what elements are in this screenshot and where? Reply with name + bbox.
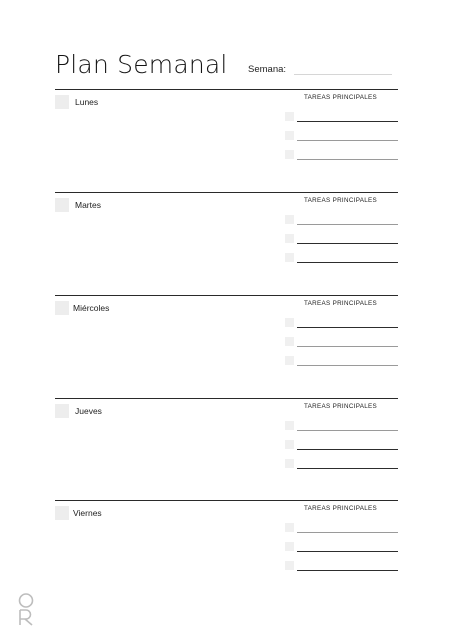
task-checkbox[interactable] (285, 523, 294, 532)
task-row[interactable] (285, 438, 398, 452)
task-checkbox[interactable] (285, 421, 294, 430)
day-name: Martes (75, 200, 101, 210)
task-checkbox[interactable] (285, 337, 294, 346)
task-checkbox[interactable] (285, 234, 294, 243)
task-row[interactable] (285, 110, 398, 124)
day-section-lunes (55, 89, 398, 193)
task-checkbox[interactable] (285, 112, 294, 121)
task-row[interactable] (285, 521, 398, 535)
day-name: Viernes (73, 508, 102, 518)
tasks-heading: TAREAS PRINCIPALES (304, 94, 378, 101)
day-checkbox[interactable] (55, 404, 69, 418)
task-row[interactable] (285, 354, 398, 368)
week-label: Semana: (248, 64, 287, 75)
task-line[interactable] (297, 365, 398, 366)
day-checkbox[interactable] (55, 198, 69, 212)
task-checkbox[interactable] (285, 253, 294, 262)
day-name: Jueves (75, 406, 102, 416)
task-checkbox[interactable] (285, 215, 294, 224)
task-row[interactable] (285, 540, 398, 554)
task-line[interactable] (297, 121, 398, 122)
task-row[interactable] (285, 232, 398, 246)
brand-logo-icon (16, 593, 36, 627)
task-line[interactable] (297, 346, 398, 347)
day-checkbox[interactable] (55, 95, 69, 109)
task-checkbox[interactable] (285, 356, 294, 365)
page-title: Plan Semanal (55, 50, 228, 79)
task-line[interactable] (297, 570, 398, 571)
tasks-heading: TAREAS PRINCIPALES (304, 197, 378, 204)
tasks-heading: TAREAS PRINCIPALES (304, 300, 378, 307)
task-line[interactable] (297, 159, 398, 160)
tasks-heading: TAREAS PRINCIPALES (304, 505, 378, 512)
task-checkbox[interactable] (285, 440, 294, 449)
day-section-miercoles (55, 295, 398, 399)
task-line[interactable] (297, 327, 398, 328)
task-line[interactable] (297, 551, 398, 552)
day-checkbox[interactable] (55, 506, 69, 520)
task-line[interactable] (297, 430, 398, 431)
task-line[interactable] (297, 262, 398, 263)
task-line[interactable] (297, 243, 398, 244)
task-row[interactable] (285, 148, 398, 162)
day-section-viernes (55, 500, 398, 604)
task-checkbox[interactable] (285, 459, 294, 468)
task-row[interactable] (285, 419, 398, 433)
day-section-martes (55, 192, 398, 296)
day-name: Miércoles (73, 303, 110, 313)
task-line[interactable] (297, 224, 398, 225)
task-row[interactable] (285, 559, 398, 573)
task-line[interactable] (297, 449, 398, 450)
task-checkbox[interactable] (285, 561, 294, 570)
day-name: Lunes (75, 97, 99, 107)
task-line[interactable] (297, 140, 398, 141)
task-row[interactable] (285, 213, 398, 227)
task-row[interactable] (285, 251, 398, 265)
day-section-jueves (55, 398, 398, 502)
task-row[interactable] (285, 457, 398, 471)
task-line[interactable] (297, 532, 398, 533)
task-row[interactable] (285, 129, 398, 143)
task-line[interactable] (297, 468, 398, 469)
tasks-heading: TAREAS PRINCIPALES (304, 403, 378, 410)
day-checkbox[interactable] (55, 301, 69, 315)
task-checkbox[interactable] (285, 542, 294, 551)
task-row[interactable] (285, 335, 398, 349)
task-checkbox[interactable] (285, 318, 294, 327)
week-input-line[interactable] (294, 74, 392, 75)
task-checkbox[interactable] (285, 150, 294, 159)
task-checkbox[interactable] (285, 131, 294, 140)
task-row[interactable] (285, 316, 398, 330)
